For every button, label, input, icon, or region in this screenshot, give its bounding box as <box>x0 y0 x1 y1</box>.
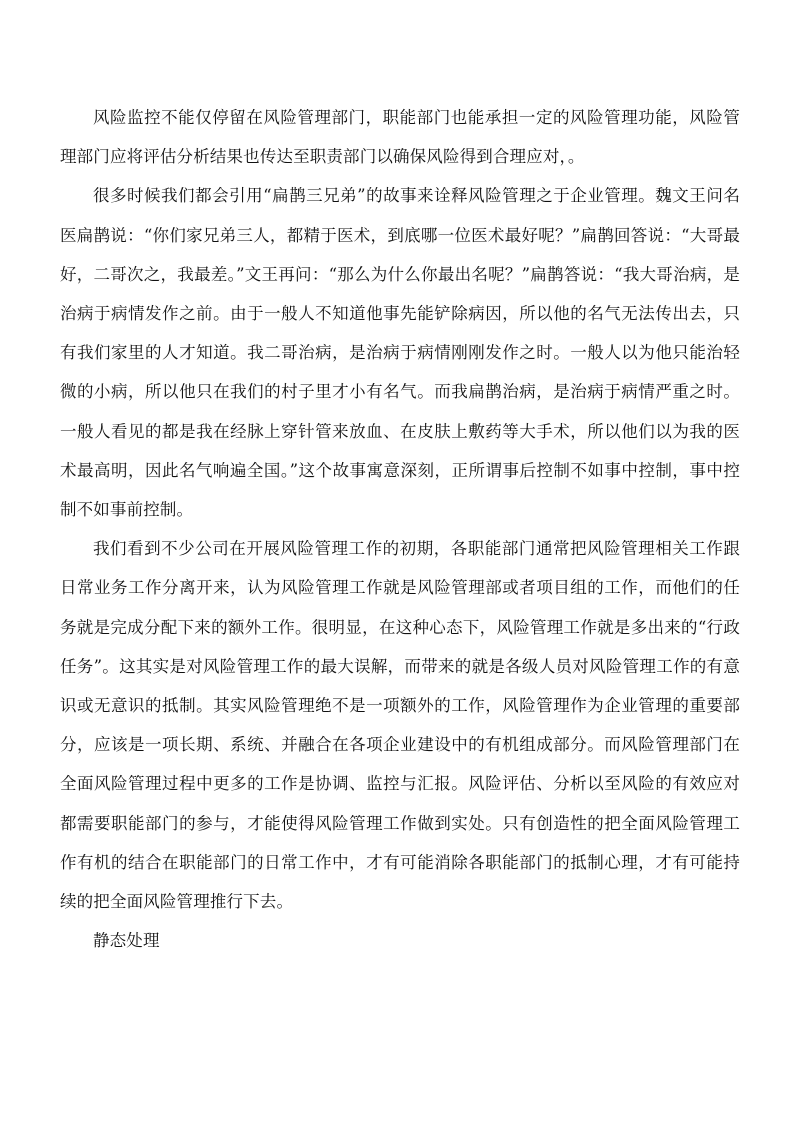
section-heading: 静态处理 <box>93 931 160 951</box>
paragraph-bianque-story: 很多时候我们都会引用“扁鹊三兄弟”的故事来诠释风险管理之于企业管理。魏文王问名医扁鹊说：“你们家兄弟三人，都精于医术，到底哪一位医术最好呢？”扁鹊回答说：“大哥最好，二哥次之，我最差。”文王再问：“那么为什么你最出名呢？”扁鹊答说：“我大哥治病，是治病于病情发作之前。由于一般人不知道他事先能铲除病因，所以他的名气无法传出去，只有我们家里的人才知道。我二哥治病，是治病于病情刚刚发作之时。一般人以为他只能治轻微的小病，所以他只在我们的村子里才小有名气。而我扁鹊治病，是治病于病情严重之时。一般人看见的都是我在经脉上穿针管来放血、在皮肤上敷药等大手术，所以他们以为我的医术最高明，因此名气响遍全国。”这个故事寓意深刻，正所谓事后控制不如事中控制，事中控制不如事前控制。 <box>60 186 740 520</box>
paragraph-functional-departments: 我们看到不少公司在开展风险管理工作的初期，各职能部门通常把风险管理相关工作跟日常业务工作分离开来，认为风险管理工作就是风险管理部或者项目组的工作，而他们的任务就是完成分配下来的额外工作。很明显，在这种心态下，风险管理工作就是多出来的“行政任务”。这其实是对风险管理工作的最大误解，而带来的就是各级人员对风险管理工作的有意识或无意识的抵制。其实风险管理绝不是一项额外的工作，风险管理作为企业管理的重要部分，应该是一项长期、系统、并融合在各项企业建设中的有机组成部分。而风险管理部门在全面风险管理过程中更多的工作是协调、监控与汇报。风险评估、分析以至风险的有效应对都需要职能部门的参与，才能使得风险管理工作做到实处。只有创造性的把全面风险管理工作有机的结合在职能部门的日常工作中，才有可能消除各职能部门的抵制心理，才有可能持续的把全面风险管理推行下去。 <box>60 539 740 912</box>
document-body <box>60 98 740 960</box>
paragraph-risk-monitoring: 风险监控不能仅停留在风险管理部门，职能部门也能承担一定的风险管理功能，风险管理部门应将评估分析结果也传达至职责部门以确保风险得到合理应对，。 <box>60 108 740 167</box>
